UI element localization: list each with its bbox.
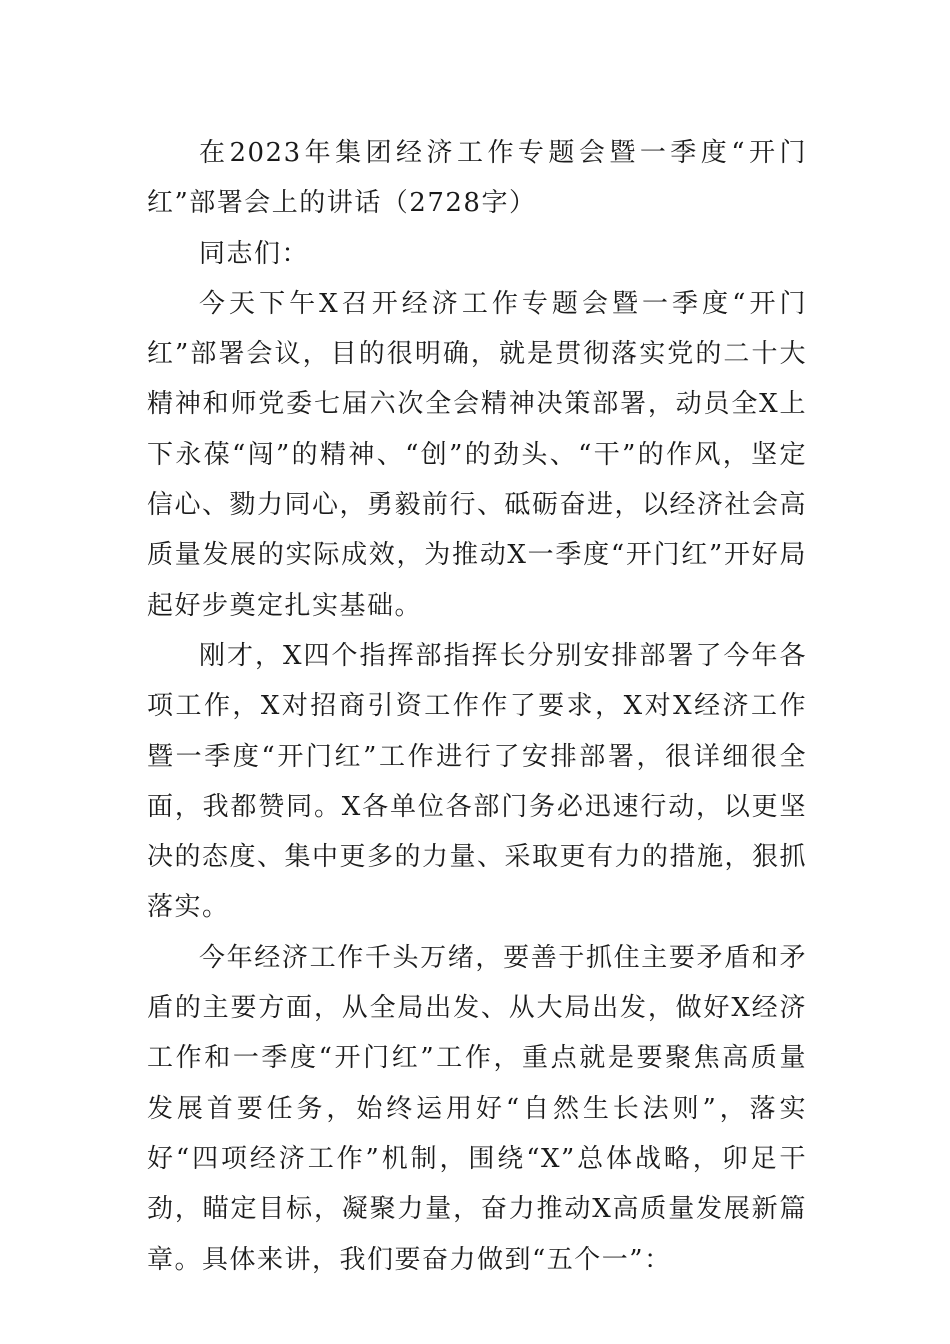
paragraph-2: 刚才，X四个指挥部指挥长分别安排部署了今年各项工作，X对招商引资工作作了要求，X对X经济工作暨一季度“开门红”工作进行了安排部署，很详细很全面，我都赞同。X各单位各部门务必迅速行动，以更坚决的态度、集中更多的力量、采取更有力的措施，狠抓落实。 (147, 640, 808, 923)
paragraph-3: 今年经济工作千头万绪，要善于抓住主要矛盾和矛盾的主要方面，从全局出发、从大局出发，做好X经济工作和一季度“开门红”工作，重点就是要聚焦高质量发展首要任务，始终运用好“自然生长法则”，落实好“四项经济工作”机制，围绕“X”总体战略，卯足干劲，瞄定目标，凝聚力量，奋力推动X高质量发展新篇章。具体来讲，我们要奋力做到“五个一”： (147, 942, 807, 1275)
document-body (147, 128, 807, 1285)
paragraph-1: 今天下午X召开经济工作专题会暨一季度“开门红”部署会议，目的很明确，就是贯彻落实党的二十大精神和师党委七届六次全会精神决策部署，动员全X上下永葆“闯”的精神、“创”的劲头、“干”的作风，坚定信心、勠力同心，勇毅前行、砥砺奋进，以经济社会高质量发展的实际成效，为推动X一季度“开门红”开好局起好步奠定扎实基础。 (147, 288, 808, 621)
salutation: 同志们： (199, 238, 310, 269)
document-title: 在2023年集团经济工作专题会暨一季度“开门红”部署会上的讲话（2728字） (147, 138, 807, 219)
